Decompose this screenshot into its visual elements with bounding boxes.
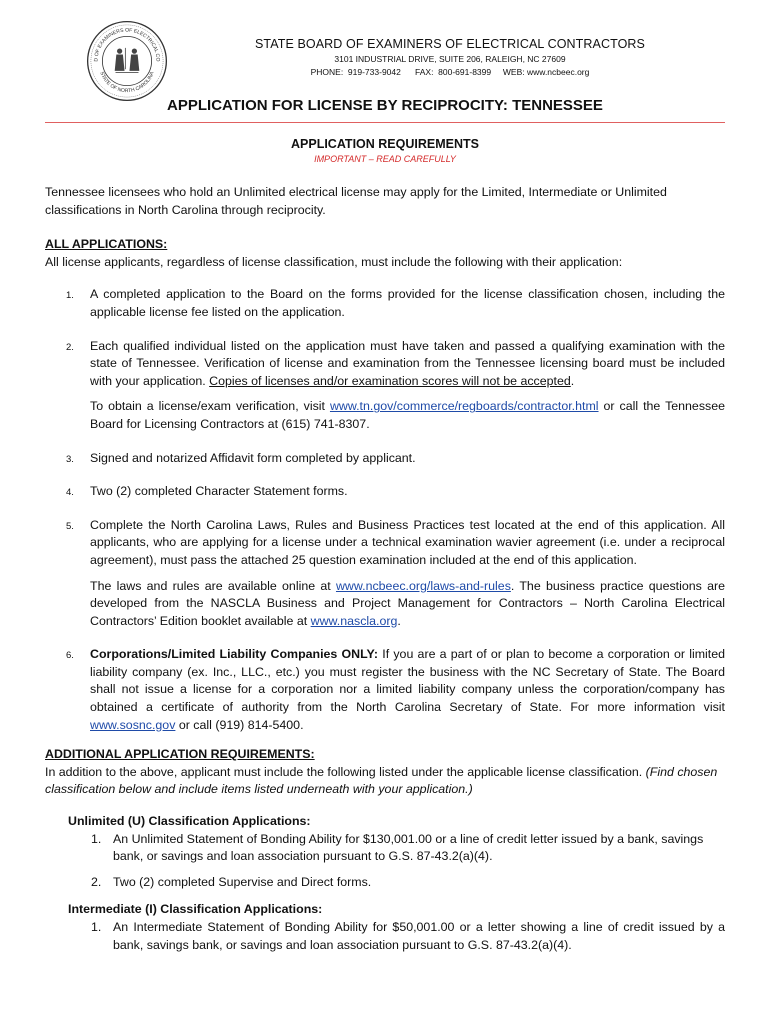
title-divider [45, 122, 725, 123]
additional-requirements-section [45, 746, 725, 954]
list-item-text: An Unlimited Statement of Bonding Ability for $130,001.00 or a line of credit letter issued by a bank, savings bank, or savings and loan association pursuant to G.S. 87-43.2(a)(4). [113, 831, 704, 864]
text-segment: Each qualified individual listed on the application must have taken and passed a qualifying examination with the state of Tennessee. Verification of license and examination from the Tennessee licensing board must be included with your application. [90, 338, 725, 388]
sosnc-link[interactable]: www.sosnc.gov [90, 717, 176, 732]
list-item-number: 1. [66, 290, 74, 302]
list-item [45, 286, 725, 321]
text-segment: In addition to the above, applicant must include the following listed under the applicable license classification. [45, 764, 646, 779]
list-item-text: Signed and notarized Affidavit form completed by applicant. [90, 450, 416, 465]
text-segment: or call the Tennessee Board for Licensing Contractors at (615) 741-8307. [90, 399, 725, 431]
text-segment: . [397, 613, 401, 628]
corporations-label: Corporations/Limited Liability Companies ONLY: [90, 647, 379, 662]
text-segment: If you are a part of or plan to become a corporation or limited liability company (ex. Inc., LLC., etc.) you must register the business with the NC Secretary of State. The Board shall not issue a license for a corporation nor a limited liability company unless the corporation/company has obtained a certificate of authority from the North Carolina Secretary of State. For more information visit [90, 647, 725, 715]
intro-paragraph: Tennessee licensees who hold an Unlimited electrical license may apply for the Limited, Intermediate or Unlimited classifications in North Carolina through reciprocity. [45, 185, 667, 217]
list-item-number: 2. [91, 874, 102, 889]
board-name: STATE BOARD OF EXAMINERS OF ELECTRICAL CONTRACTORS [254, 37, 645, 51]
unlimited-classification [45, 813, 725, 891]
text-segment: (Find chosen classification below and include items listed underneath with your application.) [45, 764, 718, 797]
tn-board-link[interactable]: www.tn.gov/commerce/regboards/contractor.html [329, 399, 599, 414]
text-segment: or call (919) 814-5400. [175, 717, 304, 732]
list-item-number: 3. [66, 453, 74, 465]
laws-rules-paragraph [90, 578, 725, 631]
list-item [68, 874, 725, 892]
svg-text:STATE BOARD OF EXAMINERS OF EL: D OF EXAMINERS OF ELECTRICAL CO [93, 27, 161, 62]
list-item-text: Complete the North Carolina Laws, Rules and Business Practices test located at the end of this application. All applicants, who are applying for a license under a technical examination wavier agreement (i.e. under a reciprocal agreement), must pass the attached 25 question examination included at the end of this application. [90, 517, 725, 567]
nascla-link[interactable]: www.nascla.org [310, 613, 398, 628]
text-segment: . [570, 373, 575, 388]
board-contact: PHONE: 919-733-9042 FAX: 800-691-8399 WEB: www.ncbeec.org [310, 67, 590, 77]
text-segment: The laws and rules are available online at [90, 578, 336, 593]
list-item-text: A completed application to the Board on the forms provided for the license classification chosen, including the applicable license fee listed on the application. [90, 287, 725, 319]
intermediate-requirements-list [68, 919, 725, 954]
text-segment: . The business practice questions are developed from the NASCLA Business and Project Management for Contractors – North Carolina Electrical Contractors’ Edition booklet available at [90, 578, 725, 628]
list-item [45, 517, 725, 631]
list-item [68, 831, 725, 866]
all-applications-heading: ALL APPLICATIONS: [45, 237, 168, 252]
list-item-number: 1. [91, 920, 102, 934]
list-item-number: 4. [66, 487, 74, 499]
list-item-number: 5. [66, 520, 74, 532]
list-item-text [90, 338, 725, 391]
unlimited-classification-title: Unlimited (U) Classification Applications: [68, 814, 311, 829]
copies-not-accepted-note: Copies of licenses and/or examination scores will not be accepted [209, 373, 571, 388]
svg-text:STATE OF NORTH CAROLINA: STATE OF NORTH CAROLINA [98, 71, 156, 95]
document-title: APPLICATION FOR LICENSE BY RECIPROCITY: TENNESSEE [167, 97, 603, 114]
list-item [68, 919, 725, 954]
board-address: 3101 INDUSTRIAL DRIVE, SUITE 206, RALEIGH, NC 27609 [334, 54, 566, 64]
requirements-title: APPLICATION REQUIREMENTS [291, 137, 479, 151]
all-applications-list [45, 286, 725, 734]
document-body [45, 184, 725, 962]
intermediate-classification [45, 901, 725, 954]
unlimited-requirements-list [68, 831, 725, 892]
verification-paragraph [90, 398, 725, 433]
list-item-number: 6. [66, 650, 74, 662]
letterhead [150, 37, 750, 77]
text-segment: To obtain a license/exam verification, visit [90, 399, 330, 414]
list-item [45, 338, 725, 434]
additional-requirements-heading: ADDITIONAL APPLICATION REQUIREMENTS: [45, 747, 315, 762]
list-item [45, 483, 725, 501]
list-item-text: An Intermediate Statement of Bonding Ability for $50,001.00 or a letter showing a line of credit issued by a bank, savings bank, or savings and loan association pursuant to G.S. 87-43.2(a)(4). [113, 920, 725, 952]
list-item-text: Two (2) completed Supervise and Direct forms. [113, 874, 372, 889]
all-applications-section [45, 236, 725, 734]
ncbeec-laws-link[interactable]: www.ncbeec.org/laws-and-rules [335, 578, 511, 593]
list-item-number: 1. [91, 831, 102, 846]
list-item-text: Two (2) completed Character Statement forms. [90, 484, 348, 499]
list-item [45, 450, 725, 468]
all-applications-lead: All license applicants, regardless of license classification, must include the following with their application: [45, 254, 623, 269]
additional-requirements-lead [45, 764, 725, 799]
list-item-number: 2. [66, 341, 74, 353]
intermediate-classification-title: Intermediate (I) Classification Applications: [68, 902, 323, 917]
requirements-subtitle: IMPORTANT – READ CAREFULLY [314, 154, 456, 164]
list-item-text [90, 646, 725, 734]
list-item [45, 646, 725, 734]
